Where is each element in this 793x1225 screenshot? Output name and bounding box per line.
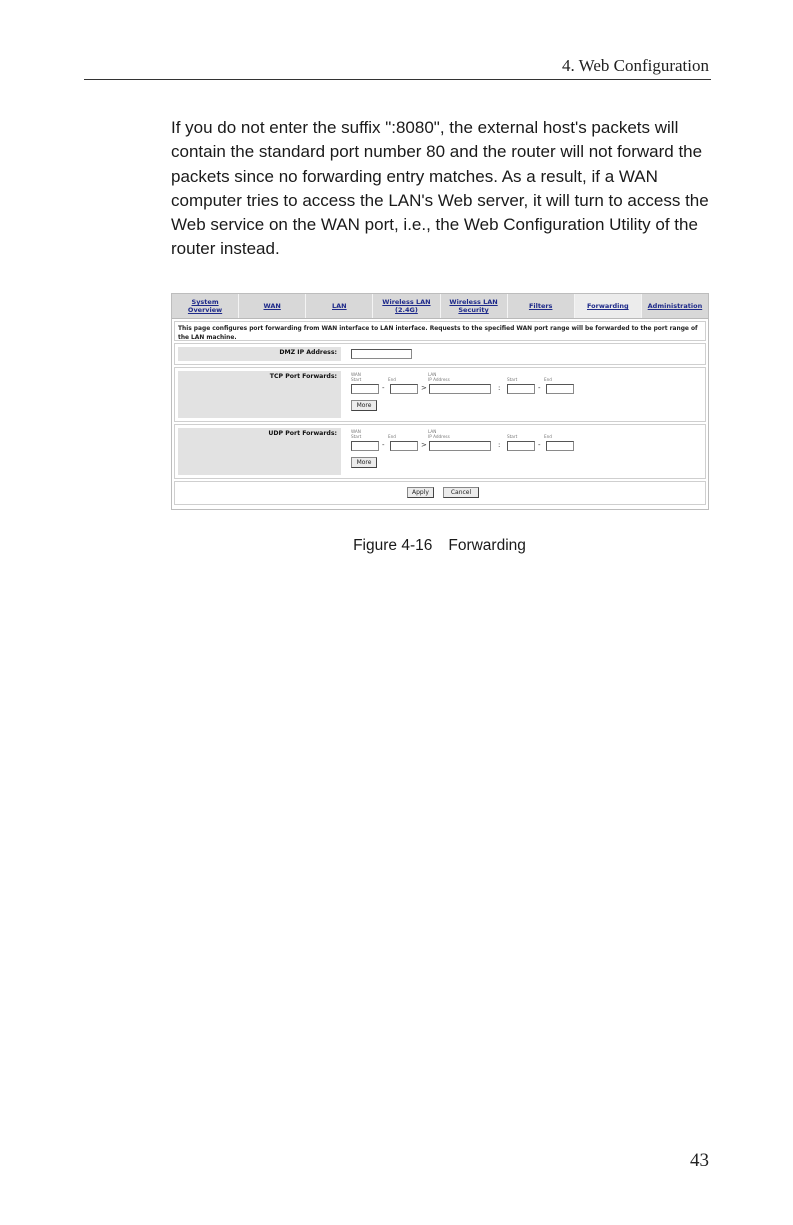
nav-tab-lan[interactable]: LAN (306, 294, 373, 318)
cancel-button[interactable]: Cancel (443, 487, 479, 498)
nav-bar (172, 294, 708, 319)
tcp-wan-caption: WAN (351, 372, 361, 377)
tcp-forward-row (174, 367, 706, 422)
tcp-label-cell (178, 371, 341, 418)
tcp-wan-start-input[interactable] (351, 384, 379, 394)
nav-tab-wireless-lan[interactable]: Wireless LAN (2.4G) (373, 294, 440, 318)
tcp-arrow: > (421, 384, 427, 392)
nav-tab-administration[interactable]: Administration (647, 302, 703, 310)
udp-lan-start-input[interactable] (507, 441, 535, 451)
tcp-lan-end-caption: End (544, 377, 552, 382)
page-number: 43 (690, 1150, 709, 1171)
page-header-title: 4. Web Configuration (561, 56, 709, 75)
tcp-wan-end-input[interactable] (390, 384, 418, 394)
udp-lan-start-caption: Start (507, 434, 518, 439)
nav-tab-system-overview[interactable]: System Overview (172, 294, 239, 318)
nav-tab-filters[interactable]: Filters (508, 294, 575, 318)
figure-title: Forwarding (448, 537, 526, 554)
dmz-label: DMZ IP Address: (279, 349, 337, 356)
tcp-ip-caption: IP Address (428, 377, 450, 382)
udp-lan-end-caption: End (544, 434, 552, 439)
udp-label-cell (178, 428, 341, 475)
dmz-ip-input[interactable] (351, 349, 412, 359)
tcp-lan-caption: LAN (428, 372, 437, 377)
tcp-lan-ip-input[interactable] (429, 384, 491, 394)
dmz-row (174, 343, 706, 365)
nav-tab-forwarding[interactable]: Forwarding (575, 294, 642, 318)
udp-more-button[interactable]: More (351, 457, 377, 468)
tcp-lan-start-caption: Start (507, 377, 518, 382)
action-button-row (174, 481, 706, 505)
figure-caption (0, 537, 793, 555)
tcp-more-button[interactable]: More (351, 400, 377, 411)
udp-wan-end-input[interactable] (390, 441, 418, 451)
udp-ip-caption: IP Address (428, 434, 450, 439)
figure-number: Figure 4-16 (353, 537, 433, 554)
forwarding-screenshot (171, 293, 709, 510)
udp-wan-dash: - (382, 441, 385, 449)
apply-button[interactable]: Apply (407, 487, 434, 498)
tcp-colon: : (498, 384, 501, 392)
header-rule (84, 79, 711, 80)
udp-lan-caption: LAN (428, 429, 437, 434)
udp-lan-ip-input[interactable] (429, 441, 491, 451)
dmz-label-cell (178, 347, 341, 361)
tcp-wan-end-caption: End (388, 377, 396, 382)
udp-wan-caption: WAN (351, 429, 361, 434)
tcp-label: TCP Port Forwards: (269, 373, 337, 380)
udp-wan-start-input[interactable] (351, 441, 379, 451)
udp-lan-end-input[interactable] (546, 441, 574, 451)
udp-wan-start-caption: Start (351, 434, 362, 439)
udp-colon: : (498, 441, 501, 449)
udp-arrow: > (421, 441, 427, 449)
tcp-wan-dash: - (382, 384, 385, 392)
udp-forward-row (174, 424, 706, 479)
tcp-wan-start-caption: Start (351, 377, 362, 382)
nav-tab-wireless-lan-security[interactable]: Wireless LAN Security (441, 294, 508, 318)
body-paragraph: If you do not enter the suffix ":8080", the external host's packets will contain the standard port number 80 and the router will not forward the packets since no forwarding entry matches. As a result, if a WAN computer tries to access the LAN's Web server, it will turn to access the Web service on the WAN port, i.e., the Web Configuration Utility of the router instead. (171, 118, 709, 259)
udp-lan-dash: - (538, 441, 541, 449)
page-description: This page configures port forwarding from WAN interface to LAN interface. Requests to the specified WAN port range will be forwarded to the port range of the LAN machine. (174, 321, 706, 341)
nav-tab-wan[interactable]: WAN (239, 294, 306, 318)
tcp-lan-end-input[interactable] (546, 384, 574, 394)
tcp-lan-start-input[interactable] (507, 384, 535, 394)
tcp-lan-dash: - (538, 384, 541, 392)
udp-wan-end-caption: End (388, 434, 396, 439)
udp-label: UDP Port Forwards: (268, 430, 337, 437)
